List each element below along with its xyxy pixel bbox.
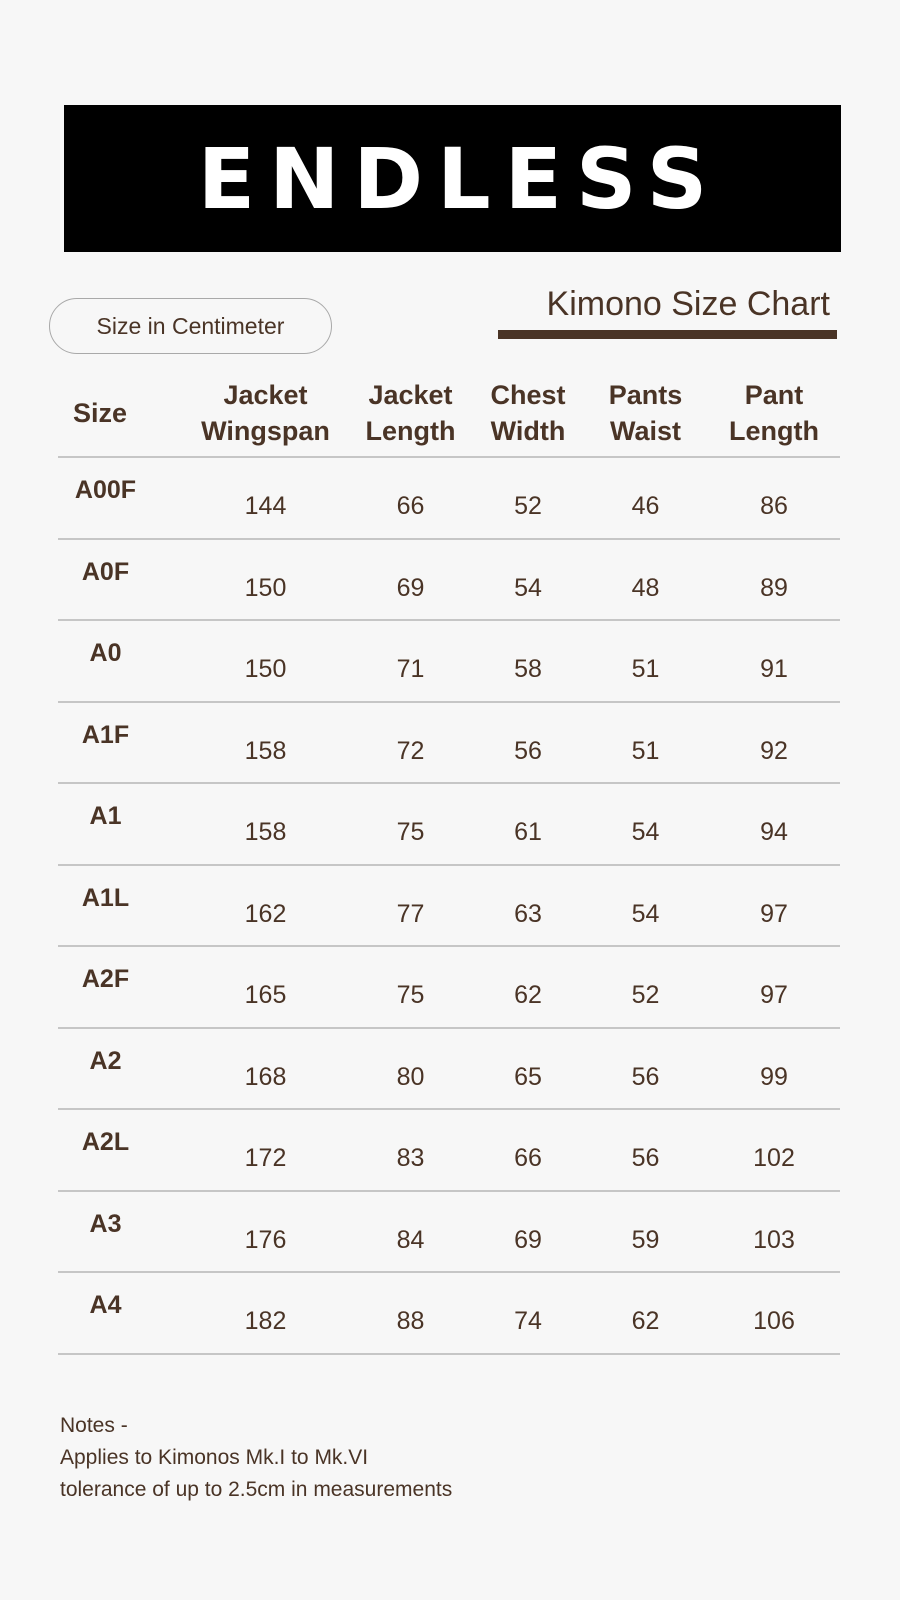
size-cell: A3 xyxy=(89,1209,122,1238)
pants-waist-cell: 62 xyxy=(631,1307,660,1335)
table-row xyxy=(58,866,840,948)
header-size: Size xyxy=(73,398,128,428)
pants-waist-cell: 51 xyxy=(631,736,660,765)
chest-width-cell: 62 xyxy=(514,981,542,1009)
pants-waist-cell: 51 xyxy=(631,655,660,683)
title-underline xyxy=(498,330,837,339)
size-table xyxy=(58,370,840,1355)
jacket-length-cell: 77 xyxy=(396,899,425,928)
pant-length-cell: 86 xyxy=(760,492,788,520)
pant-length-cell: 91 xyxy=(760,655,788,683)
chest-width-cell: 63 xyxy=(514,899,542,928)
jacket-length-cell: 66 xyxy=(396,492,425,520)
table-row xyxy=(58,947,840,1029)
wingspan-cell: 158 xyxy=(244,736,287,765)
wingspan-cell: 168 xyxy=(244,1062,287,1091)
wingspan-cell: 182 xyxy=(244,1307,287,1335)
chest-width-cell: 65 xyxy=(514,1062,542,1091)
size-cell: A1L xyxy=(81,883,130,912)
wingspan-cell: 176 xyxy=(244,1225,287,1254)
size-cell: A0F xyxy=(81,557,130,586)
wingspan-cell: 172 xyxy=(244,1144,287,1172)
pant-length-cell: 97 xyxy=(760,899,788,928)
pant-length-cell: 89 xyxy=(760,573,788,602)
chest-width-cell: 58 xyxy=(514,655,542,683)
size-cell: A4 xyxy=(89,1291,122,1319)
pant-length-cell: 97 xyxy=(760,981,788,1009)
pants-waist-cell: 56 xyxy=(631,1062,660,1091)
pant-length-cell: 92 xyxy=(760,736,788,765)
jacket-length-cell: 75 xyxy=(396,981,425,1009)
pant-length-cell: 102 xyxy=(753,1144,795,1172)
table-row xyxy=(58,1110,840,1192)
table-row xyxy=(58,540,840,622)
table-row xyxy=(58,1029,840,1111)
wingspan-cell: 165 xyxy=(244,981,287,1009)
chest-width-cell: 56 xyxy=(514,736,542,765)
notes-heading: Notes - xyxy=(60,1414,128,1437)
jacket-length-cell: 75 xyxy=(396,818,425,846)
wingspan-cell: 158 xyxy=(244,818,287,846)
pant-length-cell: 94 xyxy=(760,818,788,846)
header-chest-width: Chest Width xyxy=(490,380,566,446)
pant-length-cell: 106 xyxy=(753,1307,795,1335)
chest-width-cell: 54 xyxy=(514,573,542,602)
header-pants-waist: Pants Waist xyxy=(608,380,683,446)
header-pant-length: Pant Length xyxy=(729,380,819,446)
table-body xyxy=(58,458,840,1355)
notes xyxy=(60,1410,452,1506)
chest-width-cell: 61 xyxy=(514,818,542,846)
table-row xyxy=(58,458,840,540)
unit-label-pill: Size in Centimeter xyxy=(49,298,332,354)
pant-length-cell: 103 xyxy=(753,1225,795,1254)
pants-waist-cell: 52 xyxy=(631,981,660,1009)
size-cell: A2F xyxy=(81,965,130,993)
jacket-length-cell: 69 xyxy=(396,573,425,602)
jacket-length-cell: 83 xyxy=(396,1144,425,1172)
pants-waist-cell: 54 xyxy=(631,899,660,928)
pants-waist-cell: 54 xyxy=(631,818,660,846)
table-row xyxy=(58,703,840,785)
size-cell: A1F xyxy=(81,720,130,749)
header-jacket-length: Jacket Length xyxy=(365,380,456,446)
chest-width-cell: 69 xyxy=(514,1225,542,1254)
table-header xyxy=(58,370,840,458)
table-row xyxy=(58,1273,840,1355)
chest-width-cell: 52 xyxy=(514,492,542,520)
pant-length-cell: 99 xyxy=(760,1062,788,1091)
chest-width-cell: 74 xyxy=(514,1307,542,1335)
table-row xyxy=(58,784,840,866)
wingspan-cell: 150 xyxy=(244,573,287,602)
pants-waist-cell: 48 xyxy=(631,573,660,602)
brand-banner xyxy=(64,105,841,252)
table-row xyxy=(58,1192,840,1274)
jacket-length-cell: 88 xyxy=(396,1307,425,1335)
size-cell: A2L xyxy=(81,1128,130,1156)
size-cell: A2 xyxy=(89,1046,122,1075)
notes-line: Applies to Kimonos Mk.I to Mk.VI xyxy=(60,1446,369,1469)
table-row xyxy=(58,621,840,703)
pants-waist-cell: 46 xyxy=(631,492,660,520)
wingspan-cell: 162 xyxy=(244,899,287,928)
size-cell: A00F xyxy=(74,476,137,504)
size-cell: A0 xyxy=(89,639,122,667)
jacket-length-cell: 80 xyxy=(396,1062,425,1091)
header-jacket-wingspan: Jacket Wingspan xyxy=(201,380,330,446)
notes-line: tolerance of up to 2.5cm in measurements xyxy=(60,1478,453,1501)
jacket-length-cell: 84 xyxy=(396,1225,425,1254)
jacket-length-cell: 72 xyxy=(396,736,425,765)
wingspan-cell: 150 xyxy=(244,655,287,683)
chart-title: Kimono Size Chart xyxy=(546,285,830,323)
size-cell: A1 xyxy=(89,802,122,830)
pants-waist-cell: 59 xyxy=(631,1225,660,1254)
pants-waist-cell: 56 xyxy=(631,1144,660,1172)
jacket-length-cell: 71 xyxy=(396,655,425,683)
chest-width-cell: 66 xyxy=(514,1144,542,1172)
brand-logo: ENDLESS xyxy=(197,129,722,228)
wingspan-cell: 144 xyxy=(244,492,287,520)
